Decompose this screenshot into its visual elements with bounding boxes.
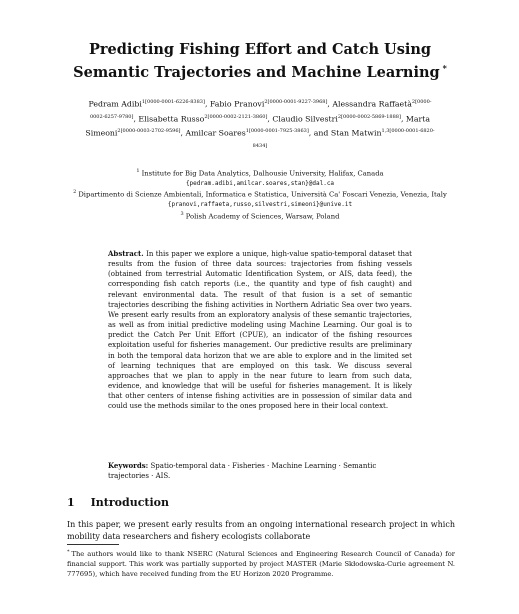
- author-name: Alessandra Raffaetà: [332, 99, 412, 109]
- footnote-text: The authors would like to thank NSERC (Natural Sciences and Engineering Research Council of Canada) for financial support. This work was partially supported by project MASTER (Marie Skłodowska-Curie agreement N. 777695), which have received funding from the EU Horizon 2020 Programme.: [67, 550, 455, 578]
- author-orcid: 1[0000-0001-7925-3863]: [245, 128, 309, 135]
- author-separator: ,: [400, 114, 406, 124]
- affiliation-3-number: 3: [180, 210, 184, 217]
- abstract-text: In this paper we explore a unique, high-value spatio-temporal dataset that results from the fusion of three data sources: trajectories from fishing vessels (obtained from terrestrial Automatic Identification System, or AIS, data feed), the corresponding fish catch reports (i.e., the quantity and type of fish caught) and relevant environmental data. The result of that fusion is a set of semantic trajectories describing the fishing activities in Northern Adriatic Sea over two years. We present early results from an exploratory analysis of these semantic trajectories, as well as from initial predictive modeling using Machine Learning. Our goal is to predict the Catch Per Unit Effort (CPUE), an indicator of the fishing resources exploitation useful for fisheries management. Our predictive results are preliminary in both the temporal data horizon that we are able to explore and in the limited set of learning techniques that are employed on this task. We discuss several approaches that we plan to apply in the near future to learn from such data, evidence, and knowledge that will be useful for fisheries management. It is likely that other centers of intense fishing activities are in possession of similar data and could use the methods similar to the ones proposed here in their local context.: [108, 250, 412, 411]
- affiliation-1-number: 1: [136, 168, 140, 174]
- affiliations: [50, 167, 470, 221]
- footnote-rule: [67, 544, 119, 545]
- author-separator: , and: [308, 128, 331, 138]
- affiliation-2-number: 2: [73, 189, 77, 196]
- author-separator: ,: [204, 99, 210, 109]
- keywords-label: Keywords:: [108, 461, 149, 470]
- affiliation-3-text: Polish Academy of Sciences, Warsaw, Poland: [185, 211, 340, 220]
- paper-title: [40, 40, 480, 82]
- abstract-label: Abstract.: [108, 249, 144, 258]
- author-orcid: 2[0000-0002-5869-1888]: [337, 113, 401, 120]
- author-name: Marta Simeoni: [85, 114, 431, 138]
- affiliation-2: [50, 188, 470, 209]
- author-name: Elisabetta Russo: [138, 114, 205, 124]
- author-name: Amilcar Soares: [185, 128, 246, 138]
- affiliation-1: [50, 167, 470, 179]
- author-list: [82, 96, 438, 154]
- author-separator: ,: [327, 99, 333, 109]
- keywords-text: Spatio-temporal data · Fisheries · Machine Learning · Semantic trajectories · AIS.: [108, 462, 377, 480]
- author-orcid: 1[0000-0001-6226-8383]: [141, 99, 205, 105]
- author-separator: ,: [180, 128, 186, 138]
- author-name: Fabio Pranovi: [209, 99, 265, 109]
- affiliation-1-email: {pedram.adibi,amilcar.soares,stan}@dal.ca: [185, 179, 335, 187]
- section-title: Introduction: [90, 496, 169, 509]
- footnote-marker: *: [67, 549, 70, 555]
- section-heading: [67, 496, 457, 509]
- author-name: Stan Matwin: [330, 128, 382, 138]
- author-orcid: 1,3[0000-0001-6820-8434]: [252, 128, 435, 149]
- keywords: [108, 461, 412, 481]
- title-line-2-text: Semantic Trajectories and Machine Learning: [73, 63, 440, 81]
- affiliation-1-text: Institute for Big Data Analytics, Dalhousie University, Halifax, Canada: [141, 169, 384, 178]
- author-orcid: 2[0000-0002-2121-3860]: [204, 113, 268, 120]
- author-name: Pedram Adibi: [88, 99, 142, 109]
- author-orcid: 2[0000-0003-2702-9596]: [117, 128, 181, 135]
- author-name: Claudio Silvestri: [272, 114, 338, 124]
- title-line-2: [40, 59, 480, 82]
- abstract: [108, 249, 412, 412]
- section-number: 1: [67, 496, 75, 509]
- title-line-1: Predicting Fishing Effort and Catch Using: [88, 41, 432, 58]
- affiliation-2-text: Dipartimento di Scienze Ambientali, Informatica e Statistica, Università Ca' Foscari Venezia, Venezia, Italy: [78, 190, 447, 199]
- author-orcid: 2[0000-0002-6257-9780]: [89, 99, 432, 120]
- footnote: [67, 548, 455, 579]
- author-separator: ,: [133, 114, 139, 124]
- intro-paragraph: In this paper, we present early results from an ongoing international research project in which mobility data researchers and fishery ecologists collaborate: [67, 520, 455, 541]
- author-separator: ,: [267, 114, 273, 124]
- title-footnote-marker: *: [442, 63, 447, 73]
- affiliation-2-email: {pranovi,raffaeta,russo,silvestri,simeoni}@unive.it: [167, 201, 353, 209]
- affiliation-3: [50, 210, 470, 222]
- author-orcid: 2[0000-0001-9227-3968]: [264, 99, 328, 105]
